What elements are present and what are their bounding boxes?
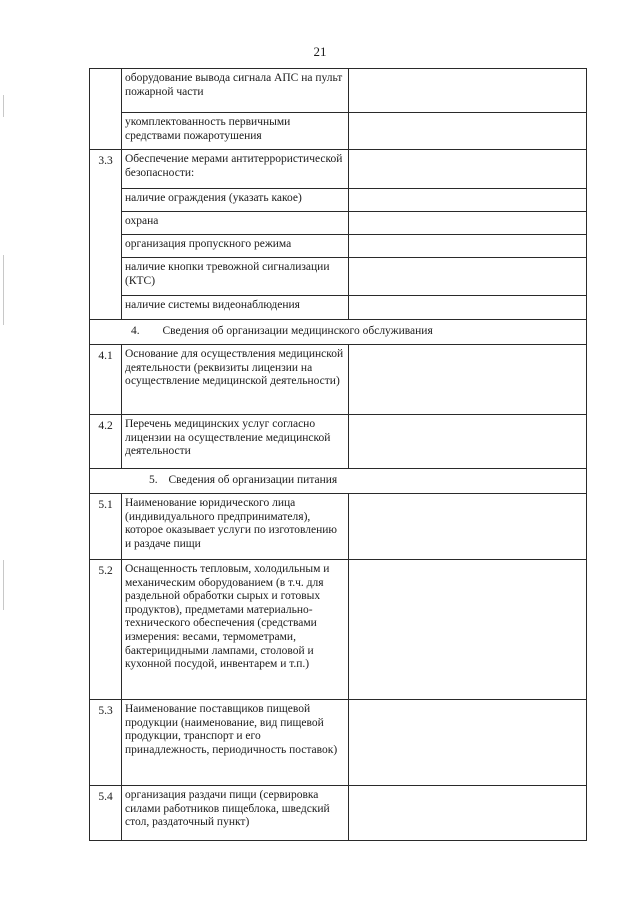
row-number-cell: 5.3 [90, 700, 122, 786]
section-header-row [90, 320, 587, 345]
row-description: Перечень медицинских услуг согласно лицензии на осуществление медицинской деятельности [122, 415, 349, 469]
answer-cell[interactable] [349, 69, 587, 113]
section-number: 4. [131, 325, 140, 337]
answer-cell[interactable] [349, 235, 587, 258]
section-title: Сведения об организации медицинского обслуживания [162, 325, 433, 337]
section-title: Сведения об организации питания [168, 474, 338, 486]
row-number-cell: 5.2 [90, 560, 122, 700]
scan-edge-mark [3, 95, 4, 117]
row-description: организация пропускного режима [122, 235, 349, 258]
answer-cell[interactable] [349, 415, 587, 469]
table-row [90, 560, 587, 700]
row-description: Наименование юридического лица (индивидуального предпринимателя), которое оказывает услуги по изготовлению и раздаче пищи [122, 494, 349, 560]
row-description: охрана [122, 212, 349, 235]
answer-cell[interactable] [349, 560, 587, 700]
row-number-cell [90, 69, 122, 150]
row-description: Обеспечение мерами антитеррористической безопасности: [122, 150, 349, 189]
row-number-cell: 5.1 [90, 494, 122, 560]
row-description: наличие системы видеонаблюдения [122, 296, 349, 320]
table-row [90, 700, 587, 786]
row-description: организация раздачи пищи (сервировка силами работников пищеблока, шведский стол, раздаточный пункт) [122, 786, 349, 841]
table-row [90, 494, 587, 560]
answer-cell[interactable] [349, 113, 587, 150]
row-description: оборудование вывода сигнала АПС на пульт пожарной части [122, 69, 349, 113]
questionnaire-table [89, 68, 587, 841]
answer-cell[interactable] [349, 786, 587, 841]
table-row [90, 786, 587, 841]
answer-cell[interactable] [349, 700, 587, 786]
answer-cell[interactable] [349, 212, 587, 235]
row-number-cell: 3.3 [90, 150, 122, 320]
section-header [90, 469, 587, 494]
answer-cell[interactable] [349, 189, 587, 212]
answer-cell[interactable] [349, 258, 587, 296]
section-header [90, 320, 587, 345]
answer-cell[interactable] [349, 296, 587, 320]
section-header-row [90, 469, 587, 494]
table-row [90, 415, 587, 469]
table-row [90, 258, 587, 296]
row-description: укомплектованность первичными средствами пожаротушения [122, 113, 349, 150]
row-description: Основание для осуществления медицинской деятельности (реквизиты лицензии на осуществление медицинской деятельности) [122, 345, 349, 415]
table-row [90, 235, 587, 258]
row-description: наличие ограждения (указать какое) [122, 189, 349, 212]
table-row [90, 296, 587, 320]
table-row [90, 69, 587, 113]
answer-cell[interactable] [349, 150, 587, 189]
row-description: наличие кнопки тревожной сигнализации (КТС) [122, 258, 349, 296]
page-number: 21 [313, 44, 327, 59]
answer-cell[interactable] [349, 345, 587, 415]
scan-edge-mark [3, 255, 4, 325]
row-number-cell: 4.1 [90, 345, 122, 415]
table-row [90, 189, 587, 212]
row-description: Наименование поставщиков пищевой продукции (наименование, вид пищевой продукции, транспорт и его принадлежность, периодичность поставок) [122, 700, 349, 786]
table-row [90, 113, 587, 150]
row-description: Оснащенность тепловым, холодильным и механическим оборудованием (в т.ч. для раздельной обработки сырых и готовых продуктов), предметами материально-технического обеспечения (средствами измерения: весами, термометрами, бактерицидными лампами, столовой и кухонной посудой, инвентарем и т.п.) [122, 560, 349, 700]
scan-edge-mark [3, 560, 4, 610]
table-row [90, 345, 587, 415]
table-row [90, 212, 587, 235]
answer-cell[interactable] [349, 494, 587, 560]
section-number: 5. [149, 474, 158, 486]
row-number-cell: 4.2 [90, 415, 122, 469]
row-number-cell: 5.4 [90, 786, 122, 841]
table-row [90, 150, 587, 189]
